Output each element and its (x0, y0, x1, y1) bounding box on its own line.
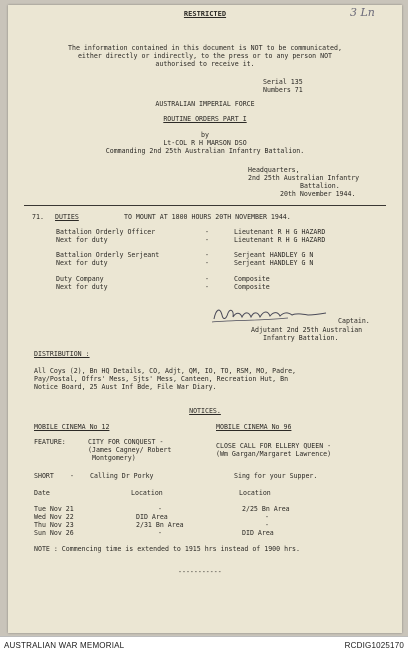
schedule-right: - (265, 521, 269, 529)
adjutant-line: Adjutant 2nd 25th Australian (251, 326, 363, 334)
duty-name: Composite (234, 275, 270, 283)
cinema-right-heading: MOBILE CINEMA No 96 (216, 423, 292, 431)
feature-right-cast: (Wm Gargan/Margaret Lawrence) (216, 450, 332, 458)
duty-role: Duty Company (56, 275, 104, 283)
schedule-right: 2/25 Bn Area (242, 505, 290, 513)
schedule-date: Sun Nov 26 (34, 529, 74, 537)
location-label-left: Location (131, 489, 163, 497)
schedule-date: Wed Nov 22 (34, 513, 74, 521)
date-label: Date (34, 489, 50, 497)
duty-name: Serjeant HANDLEY G N (234, 251, 314, 259)
distribution-line: All Coys (2), Bn HQ Details, CO, Adjt, QM, IO, TO, RSM, MO, Padre, (34, 367, 297, 375)
duty-dash: - (205, 259, 209, 267)
cinema-left-heading: MOBILE CINEMA No 12 (34, 423, 110, 431)
schedule-left: 2/31 Bn Area (136, 521, 184, 529)
commanding-line: Commanding 2nd 25th Australian Infantry Battalion. (105, 147, 305, 155)
schedule-right: DID Area (242, 529, 274, 537)
duty-dash: - (205, 283, 209, 291)
schedule-right: - (265, 513, 269, 521)
signature-image (208, 303, 328, 325)
footer-record-id: RCDIG1025170 (344, 641, 404, 650)
duty-dash: - (205, 236, 209, 244)
duty-role: Battalion Orderly Officer (56, 228, 156, 236)
serial-number: Serial 135 (263, 78, 303, 86)
duty-name: Composite (234, 283, 270, 291)
schedule-date: Thu Nov 23 (34, 521, 74, 529)
schedule-left: - (158, 505, 162, 513)
notice-line: The information contained in this document is NOT to be communicated, (68, 44, 342, 52)
notices-title: NOTICES. (189, 407, 221, 415)
duty-dash: - (205, 275, 209, 283)
classification-heading: RESTRICTED (183, 10, 227, 18)
end-rule: ----------- (178, 568, 222, 576)
schedule-date: Tue Nov 21 (34, 505, 74, 513)
duty-dash: - (205, 228, 209, 236)
footer-source: AUSTRALIAN WAR MEMORIAL (4, 641, 125, 650)
commander-name: Lt-COL R H MARSON DSO (163, 139, 247, 147)
duty-name: Lieutenant R H G HAZARD (234, 228, 326, 236)
duty-name: Serjeant HANDLEY G N (234, 259, 314, 267)
handwritten-page-mark: 3 Ln (350, 6, 375, 19)
section-number: 71. (32, 213, 44, 221)
duty-role: Next for duty (56, 259, 108, 267)
section-title: DUTIES (55, 213, 79, 221)
force-heading: AUSTRALIAN IMPERIAL FORCE (155, 100, 255, 108)
distribution-line: Pay/Postal, Offrs' Mess, Sjts' Mess, Canteen, Recreation Hut, Bn (34, 375, 289, 383)
duty-name: Lieutenant R H G HAZARD (234, 236, 326, 244)
schedule-left: DID Area (136, 513, 168, 521)
signature-rank: Captain. (338, 317, 370, 325)
short-left: Calling Dr Porky (90, 472, 154, 480)
footer-bar (0, 636, 408, 655)
short-label: SHORT (34, 472, 54, 480)
order-numbers: Numbers 71 (263, 86, 303, 94)
duty-dash: - (205, 251, 209, 259)
divider (24, 205, 386, 206)
location-label-right: Location (239, 489, 271, 497)
adjutant-line: Infantry Battalion. (263, 334, 339, 342)
feature-label: FEATURE: (34, 438, 66, 446)
hq-line: Battalion. (300, 182, 340, 190)
duty-role: Next for duty (56, 283, 108, 291)
short-dash: - (70, 472, 74, 480)
feature-right-title: CLOSE CALL FOR ELLERY QUEEN - (216, 442, 332, 450)
note-line: NOTE : Commencing time is extended to 1915 hrs instead of 1900 hrs. (34, 545, 300, 553)
distribution-line: Notice Board, 25 Aust Inf Bde, File War Diary. (34, 383, 217, 391)
hq-date: 20th November 1944. (280, 190, 356, 198)
duty-role: Battalion Orderly Serjeant (56, 251, 160, 259)
notice-line: authorised to receive it. (155, 60, 255, 68)
short-right: Sing for your Supper. (234, 472, 318, 480)
feature-left-cast: Montgomery) (92, 454, 136, 462)
schedule-left: - (158, 529, 162, 537)
feature-left-cast: (James Cagney/ Robert (88, 446, 172, 454)
orders-title: ROUTINE ORDERS PART I (163, 115, 247, 123)
hq-line: 2nd 25th Australian Infantry (248, 174, 360, 182)
hq-line: Headquarters, (248, 166, 300, 174)
section-text: TO MOUNT AT 1800 HOURS 20TH NOVEMBER 1944. (124, 213, 291, 221)
notice-line: either directly or indirectly, to the press or to any person NOT (77, 52, 333, 60)
by-line: by (201, 131, 209, 139)
duty-role: Next for duty (56, 236, 108, 244)
document-page (8, 5, 402, 633)
distribution-label: DISTRIBUTION : (34, 350, 90, 358)
feature-left-title: CITY FOR CONQUEST - (88, 438, 164, 446)
